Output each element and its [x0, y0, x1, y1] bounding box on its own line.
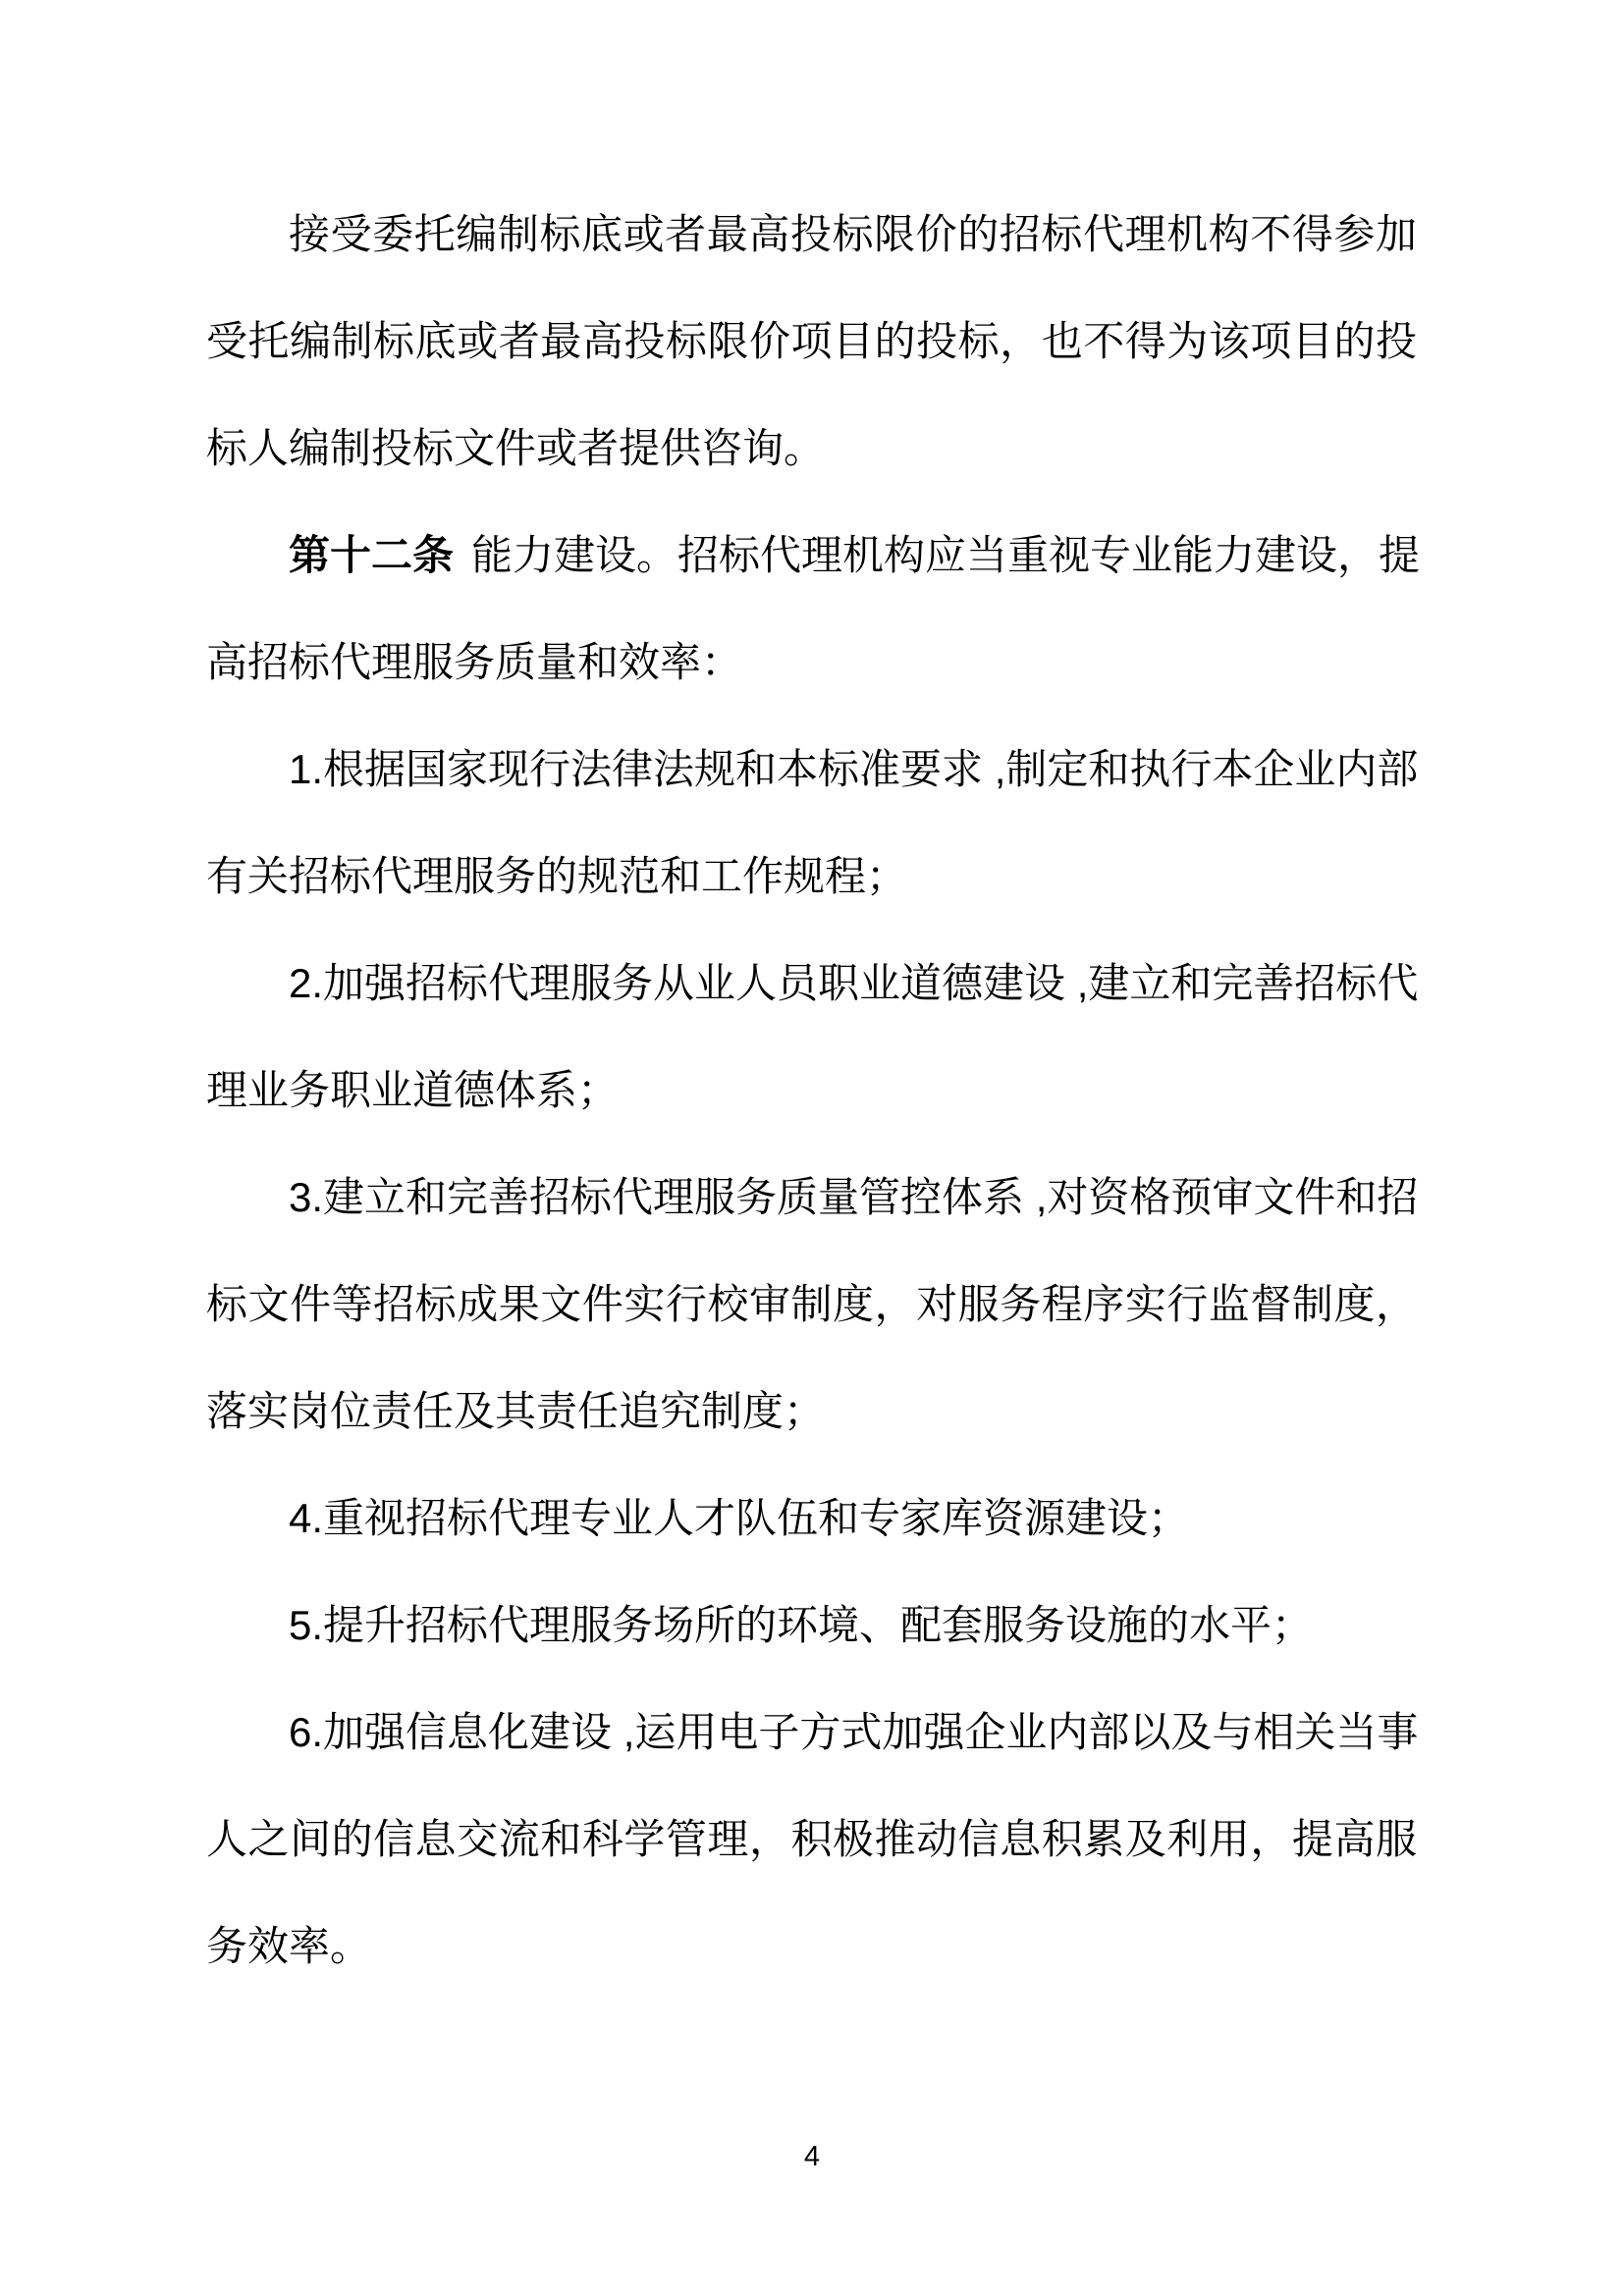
text-line: 受托编制标底或者最高投标限价项目的投标，也不得为该项目的投 — [206, 318, 1417, 364]
text-line: 理业务职业道德体系； — [206, 1067, 620, 1113]
text-line-item-2: 2.加强招标代理服务从业人员职业道德建设 ,建立和完善招标代 — [289, 960, 1419, 1006]
text-line: 高招标代理服务质量和效率： — [206, 639, 743, 685]
text-line: 落实岗位责任及其责任追究制度； — [206, 1388, 826, 1434]
document-body — [206, 181, 1421, 2000]
page-number: 4 — [803, 2141, 821, 2172]
text-line: 标人编制投标文件或者提供咨询。 — [206, 425, 826, 471]
text-line-segment: 能力建设。招标代理机构应当重视专业能力建设，提 — [471, 532, 1421, 578]
text-line-item-6: 6.加强信息化建设 ,运用电子方式加强企业内部以及与相关当事 — [289, 1709, 1419, 1755]
text-line-item-3: 3.建立和完善招标代理服务质量管控体系 ,对资格预审文件和招 — [289, 1174, 1419, 1220]
text-line: 有关招标代理服务的规范和工作规程； — [206, 853, 908, 899]
text-line-item-5: 5.提升招标代理服务场所的环境、配套服务设施的水平； — [289, 1602, 1314, 1648]
text-line-article-12 — [206, 502, 1421, 609]
text-line: 接受委托编制标底或者最高投标限价的招标代理机构不得参加 — [289, 211, 1417, 257]
text-line: 人之间的信息交流和科学管理，积极推动信息积累及利用，提高服 — [206, 1816, 1417, 1862]
text-line-item-1: 1.根据国家现行法律法规和本标准要求 ,制定和执行本企业内部 — [289, 746, 1419, 792]
text-line: 标文件等招标成果文件实行校审制度，对服务程序实行监督制度， — [206, 1281, 1417, 1327]
article-number-label: 第十二条 — [289, 532, 455, 578]
text-line-item-4: 4.重视招标代理专业人才队伍和专家库资源建设； — [289, 1495, 1190, 1541]
text-line: 务效率。 — [206, 1923, 372, 1969]
